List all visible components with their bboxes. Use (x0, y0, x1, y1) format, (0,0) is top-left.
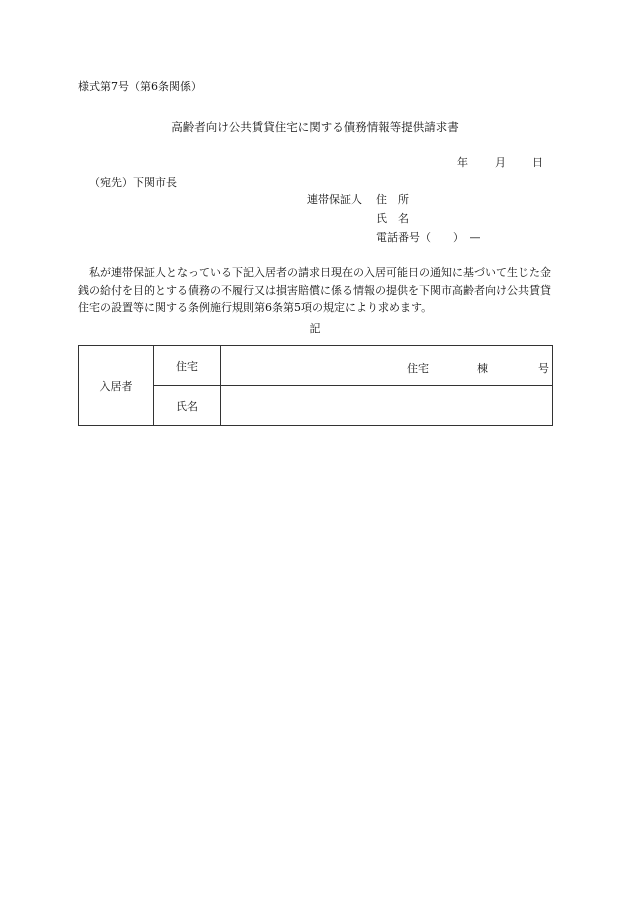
date-month-label: 月 (495, 156, 506, 169)
housing-label-cell (154, 346, 221, 386)
date-year-label: 年 (457, 156, 468, 169)
housing-slot-mune: 棟 (477, 362, 488, 375)
addressee: （宛先）下関市長 (89, 176, 177, 189)
resident-label: 入居者 (99, 379, 133, 393)
guarantor-address-label: 住 所 (376, 193, 409, 206)
name-value-cell[interactable] (221, 386, 553, 426)
guarantor-role-label: 連帯保証人 (307, 193, 362, 206)
form-number: 様式第7号（第6条関係） (78, 80, 202, 93)
guarantor-name-label: 氏 名 (376, 212, 409, 225)
ki-heading: 記 (309, 322, 321, 335)
housing-slot-jutaku: 住宅 (407, 362, 429, 375)
resident-table (78, 345, 553, 426)
name-label: 氏名 (176, 399, 198, 413)
housing-slot-go: 号 (538, 362, 549, 375)
housing-label: 住宅 (176, 359, 198, 373)
document-title: 高齢者向け公共賃貸住宅に関する債務情報等提供請求書 (171, 120, 459, 134)
name-label-cell (154, 386, 221, 426)
guarantor-phone-label: 電話番号（ ） — (376, 231, 481, 244)
table-row (79, 346, 553, 386)
date-day-label: 日 (532, 156, 543, 169)
request-body-text: 私が連帯保証人となっている下記入居者の請求日現在の入居可能日の通知に基づいて生じた金銭の給付を目的とする債務の不履行又は損害賠償に係る情報の提供を下関市高齢者向け公共賃貸住宅の設置等に関する条例施行規則第6条第5項の規定により求めます。 (78, 266, 551, 314)
resident-label-cell (79, 346, 154, 426)
housing-value-cell[interactable] (221, 346, 553, 386)
